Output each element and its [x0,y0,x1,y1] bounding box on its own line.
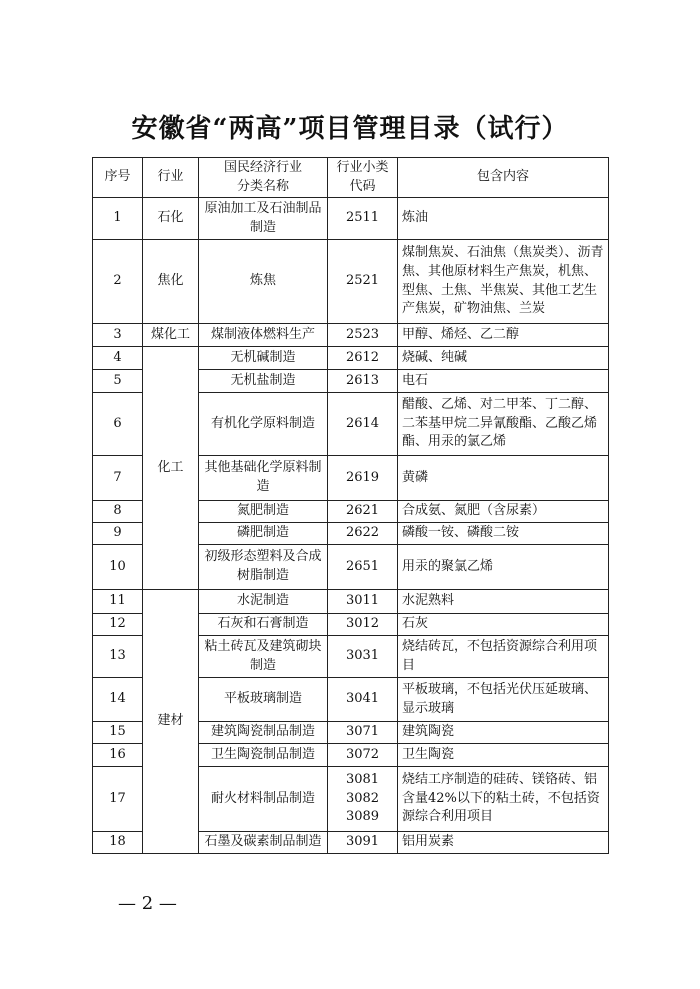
row-industry: 建材 [143,590,199,854]
row-content: 磷酸一铵、磷酸二铵 [398,523,609,545]
row-classification: 炼焦 [199,240,328,324]
row-content: 烧结砖瓦，不包括资源综合利用项目 [398,636,609,678]
row-no: 15 [93,722,143,744]
row-content: 甲醇、烯烃、乙二醇 [398,324,609,347]
row-code: 3071 [328,722,398,744]
table-row [93,240,609,324]
row-no: 8 [93,501,143,523]
row-no: 18 [93,832,143,854]
row-no: 13 [93,636,143,678]
row-classification: 煤制液体燃料生产 [199,324,328,347]
row-no: 16 [93,744,143,767]
row-code: 2521 [328,240,398,324]
row-code: 2612 [328,347,398,370]
row-code: 2511 [328,198,398,240]
row-no: 6 [93,393,143,456]
row-content: 铝用炭素 [398,832,609,854]
header-classification: 国民经济行业 分类名称 [199,158,328,198]
row-content: 用汞的聚氯乙烯 [398,545,609,590]
row-code: 2621 [328,501,398,523]
row-code: 3012 [328,614,398,636]
catalog-table [92,157,609,854]
row-code: 3091 [328,832,398,854]
row-code: 3031 [328,636,398,678]
row-content: 卫生陶瓷 [398,744,609,767]
row-content: 平板玻璃，不包括光伏压延玻璃、显示玻璃 [398,678,609,722]
row-code: 2619 [328,456,398,501]
header-code: 行业小类 代码 [328,158,398,198]
header-content: 包含内容 [398,158,609,198]
row-code: 3072 [328,744,398,767]
row-no: 10 [93,545,143,590]
row-content: 烧结工序制造的硅砖、镁铬砖、铝含量42%以下的粘土砖，不包括资源综合利用项目 [398,767,609,832]
row-content: 合成氨、氮肥（含尿素） [398,501,609,523]
row-code: 3041 [328,678,398,722]
table-row [93,324,609,347]
row-no: 3 [93,324,143,347]
row-classification: 其他基础化学原料制造 [199,456,328,501]
row-classification: 耐火材料制品制造 [199,767,328,832]
row-classification: 平板玻璃制造 [199,678,328,722]
row-industry: 化工 [143,347,199,590]
row-classification: 石墨及碳素制品制造 [199,832,328,854]
row-classification: 石灰和石膏制造 [199,614,328,636]
row-content: 建筑陶瓷 [398,722,609,744]
row-industry: 焦化 [143,240,199,324]
table-header-row [93,158,609,198]
row-no: 12 [93,614,143,636]
row-content: 醋酸、乙烯、对二甲苯、丁二醇、二苯基甲烷二异氰酸酯、乙酸乙烯酯、用汞的氯乙烯 [398,393,609,456]
row-code: 3081 3082 3089 [328,767,398,832]
row-code: 2651 [328,545,398,590]
row-code: 2523 [328,324,398,347]
header-industry: 行业 [143,158,199,198]
row-classification: 磷肥制造 [199,523,328,545]
table-row [93,590,609,614]
row-industry: 石化 [143,198,199,240]
row-classification: 建筑陶瓷制品制造 [199,722,328,744]
row-no: 1 [93,198,143,240]
row-classification: 无机碱制造 [199,347,328,370]
row-classification: 氮肥制造 [199,501,328,523]
row-no: 7 [93,456,143,501]
row-content: 电石 [398,370,609,393]
row-no: 17 [93,767,143,832]
document-title: 安徽省“两高”项目管理目录（试行） [131,114,569,144]
row-classification: 无机盐制造 [199,370,328,393]
row-no: 5 [93,370,143,393]
row-classification: 初级形态塑料及合成树脂制造 [199,545,328,590]
row-no: 2 [93,240,143,324]
row-classification: 粘土砖瓦及建筑砌块制造 [199,636,328,678]
row-code: 2613 [328,370,398,393]
row-classification: 卫生陶瓷制品制造 [199,744,328,767]
row-code: 3011 [328,590,398,614]
row-content: 炼油 [398,198,609,240]
row-classification: 原油加工及石油制品制造 [199,198,328,240]
row-classification: 水泥制造 [199,590,328,614]
row-content: 石灰 [398,614,609,636]
row-code: 2622 [328,523,398,545]
row-no: 14 [93,678,143,722]
row-content: 水泥熟料 [398,590,609,614]
row-no: 4 [93,347,143,370]
page-number: — 2 — [118,893,177,914]
header-no: 序号 [93,158,143,198]
row-content: 黄磷 [398,456,609,501]
row-classification: 有机化学原料制造 [199,393,328,456]
row-content: 煤制焦炭、石油焦（焦炭类）、沥青焦、其他原材料生产焦炭，机焦、型焦、土焦、半焦炭、其他工艺生产焦炭，矿物油焦、兰炭 [398,240,609,324]
row-content: 烧碱、纯碱 [398,347,609,370]
table-row [93,347,609,370]
row-no: 11 [93,590,143,614]
row-code: 2614 [328,393,398,456]
table-row [93,198,609,240]
row-industry: 煤化工 [143,324,199,347]
row-no: 9 [93,523,143,545]
